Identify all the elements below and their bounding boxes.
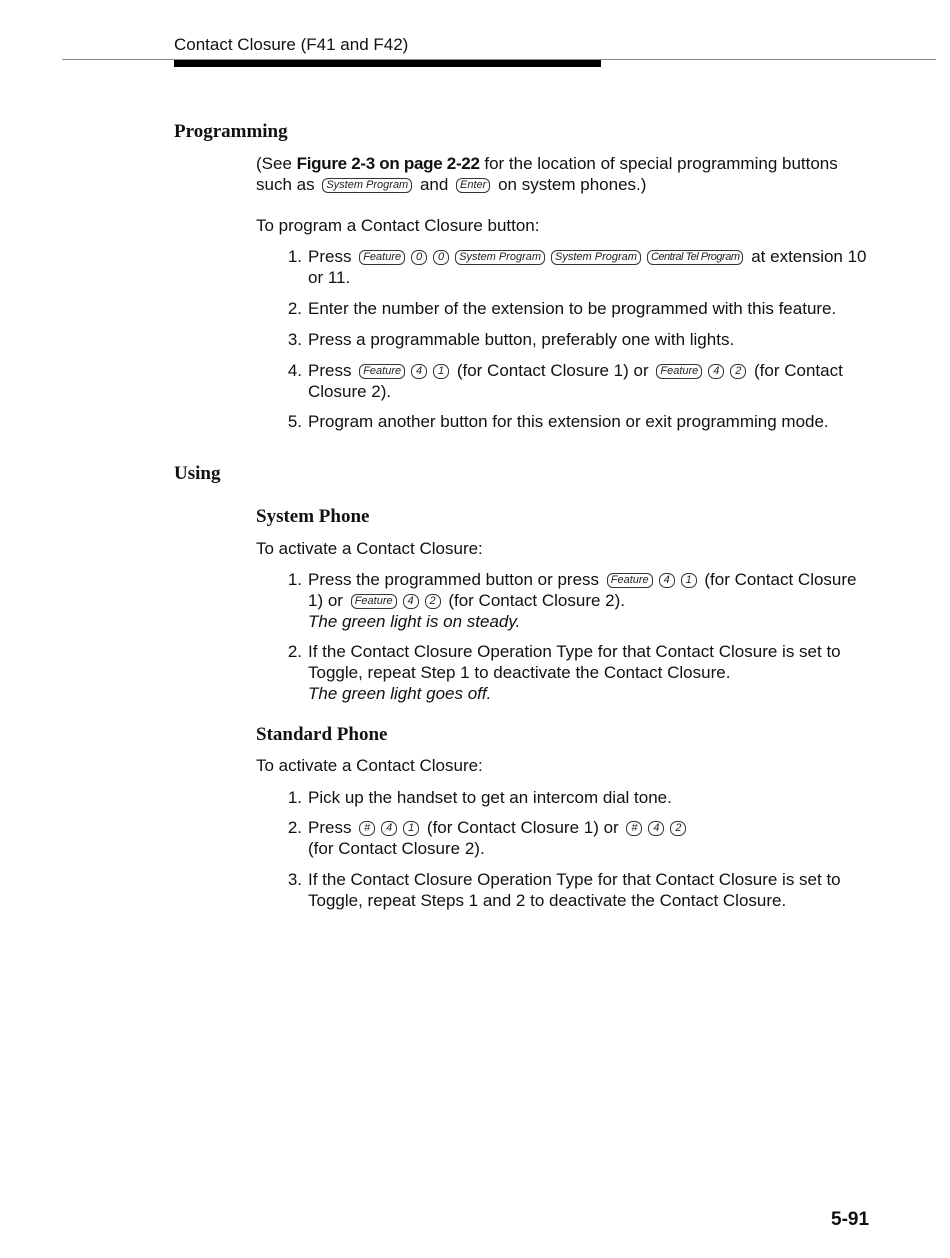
feature-key: Feature bbox=[359, 250, 405, 265]
page-number: 5-91 bbox=[831, 1209, 870, 1230]
digit-key: 1 bbox=[681, 573, 697, 588]
header-bar bbox=[174, 60, 601, 67]
digit-key: 4 bbox=[708, 364, 724, 379]
digit-key: 4 bbox=[411, 364, 427, 379]
system-phone-step-1: 1. Press the programmed button or press Feature 4 1 (for Contact Closure 1) or Feature 4 2 (for Contact Closure 2). The green light is on steady. bbox=[256, 569, 876, 632]
digit-key: 2 bbox=[425, 594, 441, 609]
standard-phone-lead: To activate a Contact Closure: bbox=[256, 756, 483, 775]
digit-key: 0 bbox=[433, 250, 449, 265]
standard-phone-step-2: 2. Press # 4 1 (for Contact Closure 1) or # 4 2 (for Contact Closure 2). bbox=[256, 817, 876, 859]
pound-key: # bbox=[626, 821, 642, 836]
digit-key: 4 bbox=[659, 573, 675, 588]
digit-key: 1 bbox=[433, 364, 449, 379]
feature-key: Feature bbox=[359, 364, 405, 379]
programming-step-1: 1. Press Feature 0 0 System Program System Program Central Tel Program at extension 10 or 11. bbox=[287, 247, 867, 287]
programming-step-3: 3. Press a programmable button, preferably one with lights. bbox=[287, 330, 735, 349]
programming-heading: Programming bbox=[174, 121, 288, 142]
digit-key: 4 bbox=[648, 821, 664, 836]
system-phone-lead: To activate a Contact Closure: bbox=[256, 539, 483, 558]
digit-key: 2 bbox=[730, 364, 746, 379]
using-heading: Using bbox=[174, 463, 221, 484]
feature-key: Feature bbox=[607, 573, 653, 588]
system-program-key: System Program bbox=[455, 250, 545, 265]
digit-key: 1 bbox=[403, 821, 419, 836]
programming-step-5: 5. Program another button for this extension or exit programming mode. bbox=[287, 412, 829, 431]
figure-reference: Figure 2-3 on page 2-22 bbox=[296, 154, 480, 173]
digit-key: 4 bbox=[381, 821, 397, 836]
central-tel-program-key: Central Tel Program bbox=[647, 250, 744, 265]
programming-step-2: 2. Enter the number of the extension to be programmed with this feature. bbox=[287, 299, 837, 318]
digit-key: 2 bbox=[670, 821, 686, 836]
enter-key: Enter bbox=[456, 178, 490, 193]
programming-intro: (See Figure 2-3 on page 2-22 for the location of special programming buttons such as System Program and Enter on system phones.) bbox=[256, 154, 838, 194]
step-result: The green light is on steady. bbox=[308, 612, 521, 631]
feature-key: Feature bbox=[656, 364, 702, 379]
running-header: Contact Closure (F41 and F42) bbox=[174, 35, 409, 54]
system-program-key: System Program bbox=[322, 178, 412, 193]
system-phone-step-2: 2. If the Contact Closure Operation Type for that Contact Closure is set to Toggle, repeat Step 1 to deactivate the Contact Closure. The green light goes off. bbox=[256, 641, 876, 704]
system-program-key: System Program bbox=[551, 250, 641, 265]
standard-phone-heading: Standard Phone bbox=[256, 724, 388, 745]
digit-key: 0 bbox=[411, 250, 427, 265]
programming-lead: To program a Contact Closure button: bbox=[256, 216, 540, 235]
programming-step-4: 4. Press Feature 4 1 (for Contact Closure 1) or Feature 4 2 (for Contact Closure 2). bbox=[287, 361, 843, 401]
system-phone-heading: System Phone bbox=[256, 506, 370, 527]
digit-key: 4 bbox=[403, 594, 419, 609]
standard-phone-step-1: 1. Pick up the handset to get an intercom dial tone. bbox=[287, 788, 672, 807]
step-result: The green light goes off. bbox=[308, 684, 492, 703]
pound-key: # bbox=[359, 821, 375, 836]
feature-key: Feature bbox=[351, 594, 397, 609]
standard-phone-step-3: 3. If the Contact Closure Operation Type for that Contact Closure is set to Toggle, repeat Steps 1 and 2 to deactivate the Contact Closure. bbox=[287, 870, 841, 910]
